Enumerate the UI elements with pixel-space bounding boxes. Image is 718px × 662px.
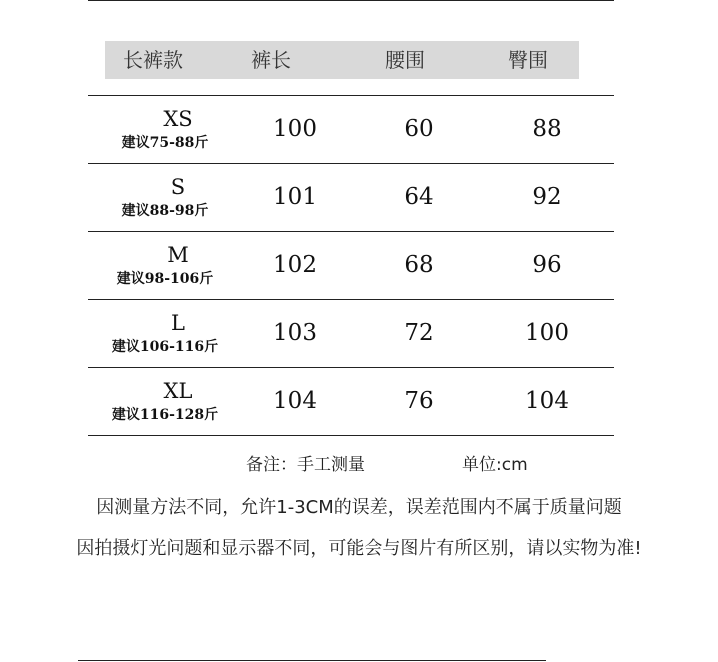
table-row <box>88 232 614 300</box>
hip-value: 88 <box>532 116 562 142</box>
waist-value: 76 <box>404 388 434 414</box>
hip-value: 104 <box>525 388 569 414</box>
length-value: 100 <box>273 116 317 142</box>
header-style: 长裤款 <box>123 48 183 72</box>
row-divider <box>88 435 614 436</box>
header-hip: 臀围 <box>508 48 548 72</box>
size-weight-hint: 建议116-128斤 <box>111 407 219 423</box>
waist-value: 68 <box>404 252 434 278</box>
hip-value: 96 <box>532 252 562 278</box>
table-row <box>88 368 614 436</box>
hip-value: 92 <box>532 184 562 210</box>
waist-value: 64 <box>404 184 434 210</box>
size-weight-hint: 建议106-116斤 <box>111 339 219 355</box>
table-row <box>88 96 614 164</box>
table-header <box>105 41 579 79</box>
length-value: 103 <box>273 320 317 346</box>
measurement-remark: 备注：手工测量 <box>246 455 365 475</box>
length-value: 101 <box>273 184 317 210</box>
waist-value: 60 <box>404 116 434 142</box>
size-weight-hint: 建议88-98斤 <box>121 203 209 219</box>
size-code: XL <box>163 379 193 403</box>
size-weight-hint: 建议75-88斤 <box>121 135 209 151</box>
size-weight-hint: 建议98-106斤 <box>116 271 214 287</box>
table-row <box>88 300 614 368</box>
bottom-divider <box>78 660 546 661</box>
unit-label: 单位:cm <box>462 455 528 475</box>
size-code: XS <box>163 107 193 131</box>
size-code: S <box>170 175 186 199</box>
waist-value: 72 <box>404 320 434 346</box>
top-divider <box>88 0 614 1</box>
disclaimer-color: 因拍摄灯光问题和显示器不同，可能会与图片有所区别，请以实物为准! <box>76 538 642 559</box>
length-value: 104 <box>273 388 317 414</box>
length-value: 102 <box>273 252 317 278</box>
size-code: L <box>171 311 185 335</box>
header-waist: 腰围 <box>385 48 425 72</box>
table-row <box>88 164 614 232</box>
hip-value: 100 <box>525 320 569 346</box>
size-code: M <box>167 243 189 267</box>
disclaimer-measurement: 因测量方法不同，允许1-3CM的误差，误差范围内不属于质量问题 <box>96 497 622 518</box>
header-length: 裤长 <box>251 48 291 72</box>
